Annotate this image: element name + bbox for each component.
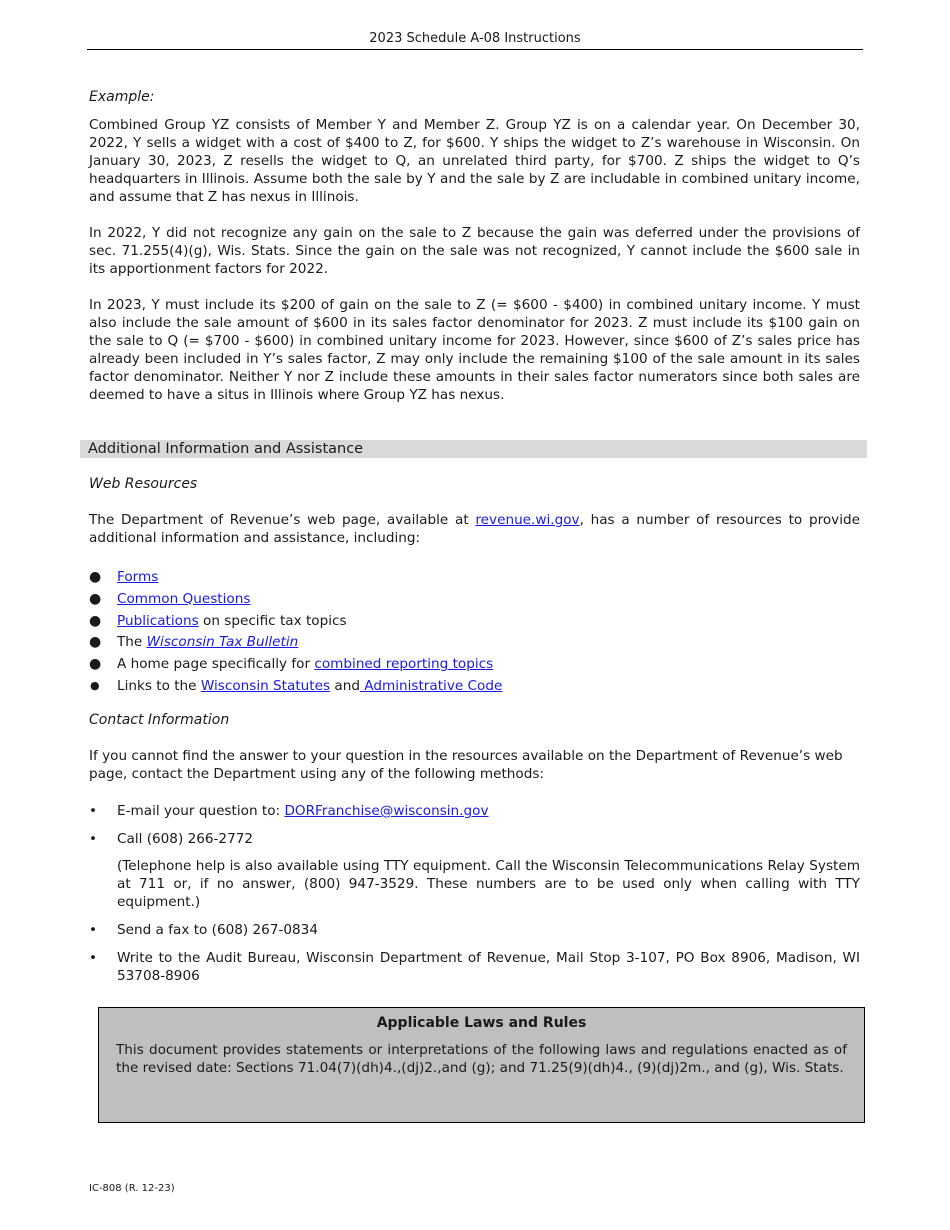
list-item (89, 655, 502, 677)
bulletin-prefix: The (117, 634, 147, 651)
links-and: and (330, 677, 360, 694)
email-prefix: E-mail your question to: (117, 803, 285, 819)
bullet-icon: • (89, 803, 98, 819)
list-item (89, 633, 502, 655)
administrative-code-link[interactable]: Administrative Code (359, 677, 503, 694)
contact-heading (89, 711, 860, 729)
web-resources-intro (89, 511, 860, 547)
laws-title: Applicable Laws and Rules (376, 1015, 587, 1031)
common-questions-link[interactable]: Common Questions (117, 590, 251, 607)
homepage-prefix: A home page specifically for (117, 656, 315, 673)
bullet-icon: ● (89, 656, 102, 673)
fax-text: Send a fax to (608) 267-0834 (117, 922, 318, 938)
tty-note (117, 857, 860, 911)
contact-fax-item (89, 921, 860, 939)
contact-title: Contact Information (89, 712, 230, 728)
contact-call-item (89, 830, 860, 848)
combined-reporting-link[interactable]: combined reporting topics (314, 656, 494, 673)
bullet-icon: ● (89, 612, 102, 629)
form-code: IC-808 (R. 12-23) (89, 1183, 175, 1194)
contact-email-item (89, 802, 860, 820)
example-section (89, 88, 860, 422)
bullet-icon: ● (89, 590, 102, 607)
list-item (89, 568, 502, 590)
publications-suffix: on specific tax topics (198, 612, 347, 629)
intro-text-before: The Department of Revenue’s web page, available at (89, 512, 476, 528)
list-item (89, 612, 502, 634)
example-label: Example: (89, 89, 155, 105)
wisconsin-statutes-link[interactable]: Wisconsin Statutes (200, 677, 331, 694)
publications-link[interactable]: Publications (117, 612, 199, 629)
email-link[interactable]: DORFranchise@wisconsin.gov (284, 803, 489, 819)
page-header: 2023 Schedule A-08 Instructions (87, 31, 863, 50)
intro-text-after: , has a number of resources to provide additional information and assistance, including: (89, 512, 860, 546)
example-paragraph-2: In 2022, Y did not recognize any gain on the sale to Z because the gain was deferred under the provisions of sec. 71.255(4)(g), Wis. Stats. Since the gain on the sale was not recognized, Y cannot include the $600 sale in its apportionment factors for 2022. (89, 225, 860, 277)
bullet-icon: ● (89, 634, 102, 651)
example-paragraph-3: In 2023, Y must include its $200 of gain on the sale to Z (= $600 - $400) in combined unitary income. Y must also include the sale amount of $600 in its sales factor denominator for 2023. Z must include its $100 gain on the sale to Q (= $700 - $600) in combined unitary income for 2023. However, since $600 of Z’s sales price has already been included in Y’s sales factor, Z may only include the remaining $100 of the sale amount in its sales factor denominator. Neither Y nor Z include these amounts in their sales factor numerators since both sales are deemed to have a situs in Illinois where Group YZ has nexus. (89, 297, 860, 403)
bullet-icon: ● (89, 569, 102, 585)
example-paragraph-1: Combined Group YZ consists of Member Y and Member Z. Group YZ is on a calendar year. On December 30, 2022, Y sells a widget with a cost of $400 to Z, for $600. Y ships the widget to Z’s warehouse in Wisconsin. On January 30, 2023, Z resells the widget to Q, an unrelated third party, for $700. Z ships the widget to Q’s headquarters in Illinois. Assume both the sale by Y and the sale by Z are includable in combined unitary income, and assume that Z has nexus in Illinois. (89, 117, 860, 205)
bullet-icon: • (89, 831, 98, 847)
web-resources-title: Web Resources (89, 476, 198, 492)
bullet-icon: • (89, 950, 98, 966)
links-prefix: Links to the (117, 677, 201, 694)
forms-link[interactable]: Forms (117, 569, 159, 585)
resources-list (89, 568, 503, 699)
laws-text: This document provides statements or interpretations of the following laws and regulations enacted as of the revised date: Sections 71.04(7)(dh)4.,(dj)2.,and (g); and 71.25(9)(dh)4., (9)(dj)2m., and (g), Wis. Stats. (116, 1042, 847, 1076)
revenue-site-link[interactable]: revenue.wi.gov (475, 512, 580, 528)
contact-write-item (89, 949, 860, 985)
call-text: Call (608) 266-2772 (117, 831, 254, 847)
section-heading-bar: Additional Information and Assistance (80, 440, 867, 458)
list-item (89, 590, 502, 612)
write-text: Write to the Audit Bureau, Wisconsin Department of Revenue, Mail Stop 3-107, PO Box 8906, Madison, WI 53708-8906 (117, 950, 860, 984)
web-resources-heading (89, 475, 860, 493)
tax-bulletin-link[interactable]: Wisconsin Tax Bulletin (146, 634, 299, 651)
tty-text: (Telephone help is also available using TTY equipment. Call the Wisconsin Telecommunications Relay System at 711 or, if no answer, (800) 947-3529. These numbers are to be used only when calling with TTY equipment.) (117, 858, 860, 910)
contact-intro-text: If you cannot find the answer to your question in the resources available on the Department of Revenue’s web page, contact the Department using any of the following methods: (89, 748, 843, 782)
applicable-laws-box (98, 1007, 865, 1123)
bullet-icon: • (89, 922, 98, 938)
contact-intro (89, 747, 860, 783)
bullet-icon: ● (90, 678, 100, 692)
list-item (90, 677, 503, 699)
